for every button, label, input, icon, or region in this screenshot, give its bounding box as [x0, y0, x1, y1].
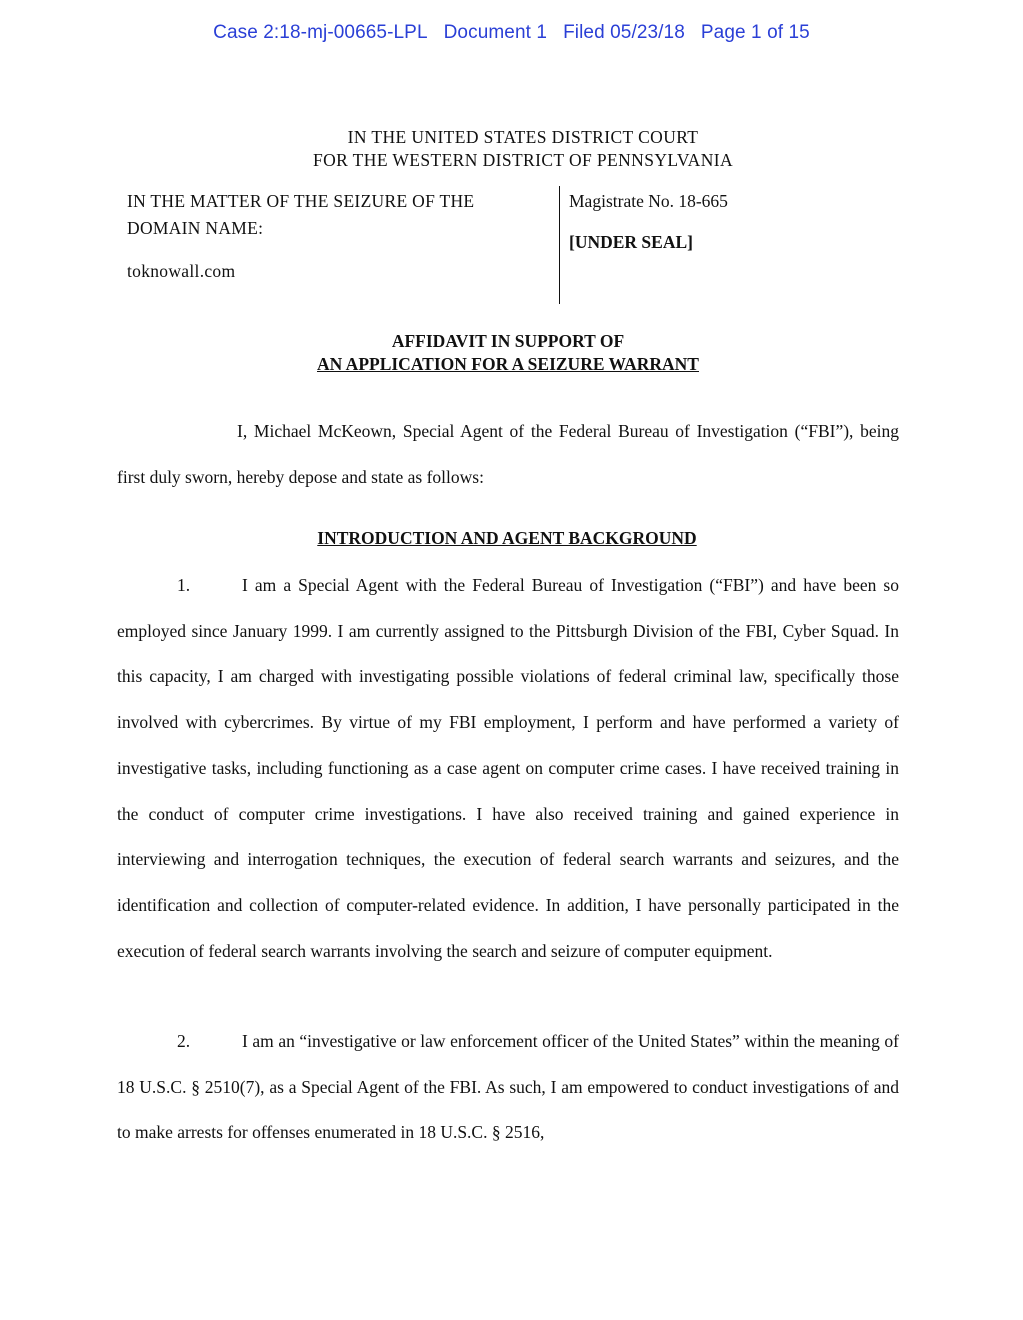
ecf-header	[0, 22, 1023, 44]
document-title	[0, 330, 1016, 376]
intro-paragraph	[117, 409, 899, 500]
intro-text: I, Michael McKeown, Special Agent of the Federal Bureau of Investigation (“FBI”), being first duly sworn, hereby depose and state as follows:	[117, 421, 899, 487]
paragraph-1	[117, 563, 899, 974]
filed-date: Filed 05/23/18	[563, 22, 685, 43]
paragraph-2	[117, 1019, 899, 1156]
court-heading	[0, 126, 1023, 172]
caption-matter	[127, 188, 547, 285]
magistrate-number: Magistrate No. 18-665	[569, 191, 728, 211]
paragraph-number: 2.	[177, 1031, 191, 1051]
matter-line-2: DOMAIN NAME:	[127, 218, 264, 238]
document-number: Document 1	[443, 22, 548, 43]
paragraph-text: I am an “investigative or law enforcement officer of the United States” within the meaning of 18 U.S.C. § 2510(7), as a Special Agent of the FBI. As such, I am empowered to conduct investigations of and to make arrests for offenses enumerated in 18 U.S.C. § 2516,	[117, 1031, 899, 1143]
title-line-2: AN APPLICATION FOR A SEIZURE WARRANT	[317, 354, 699, 374]
court-district: FOR THE WESTERN DISTRICT OF PENNSYLVANIA	[312, 150, 733, 170]
court-name: IN THE UNITED STATES DISTRICT COURT	[347, 127, 699, 147]
title-line-1: AFFIDAVIT IN SUPPORT OF	[391, 331, 625, 351]
case-number: Case 2:18-mj-00665-LPL	[213, 22, 428, 43]
domain-name: toknowall.com	[127, 261, 236, 281]
section-heading: INTRODUCTION AND AGENT BACKGROUND	[317, 528, 697, 548]
paragraph-text: I am a Special Agent with the Federal Bureau of Investigation (“FBI”) and have been so employed since January 1999. I am currently assigned to the Pittsburgh Division of the FBI, Cyber Squad. In this capacity, I am charged with investigating possible violations of federal criminal law, specifically those involved with cybercrimes. By virtue of my FBI employment, I perform and have performed a variety of investigative tasks, including functioning as a case agent on computer crime cases. I have received training in the conduct of computer crime investigations. I have also received training and gained experience in interviewing and interrogation techniques, the execution of federal search warrants and seizures, and the identification and collection of computer-related evidence. In addition, I have personally participated in the execution of federal search warrants involving the search and seizure of computer equipment.	[117, 575, 899, 961]
caption-divider	[559, 186, 560, 304]
caption-case-info	[569, 188, 899, 256]
under-seal-label: [UNDER SEAL]	[569, 232, 693, 252]
page-indicator: Page 1 of 15	[700, 22, 810, 43]
paragraph-number: 1.	[177, 575, 191, 595]
matter-line-1: IN THE MATTER OF THE SEIZURE OF THE	[127, 191, 475, 211]
